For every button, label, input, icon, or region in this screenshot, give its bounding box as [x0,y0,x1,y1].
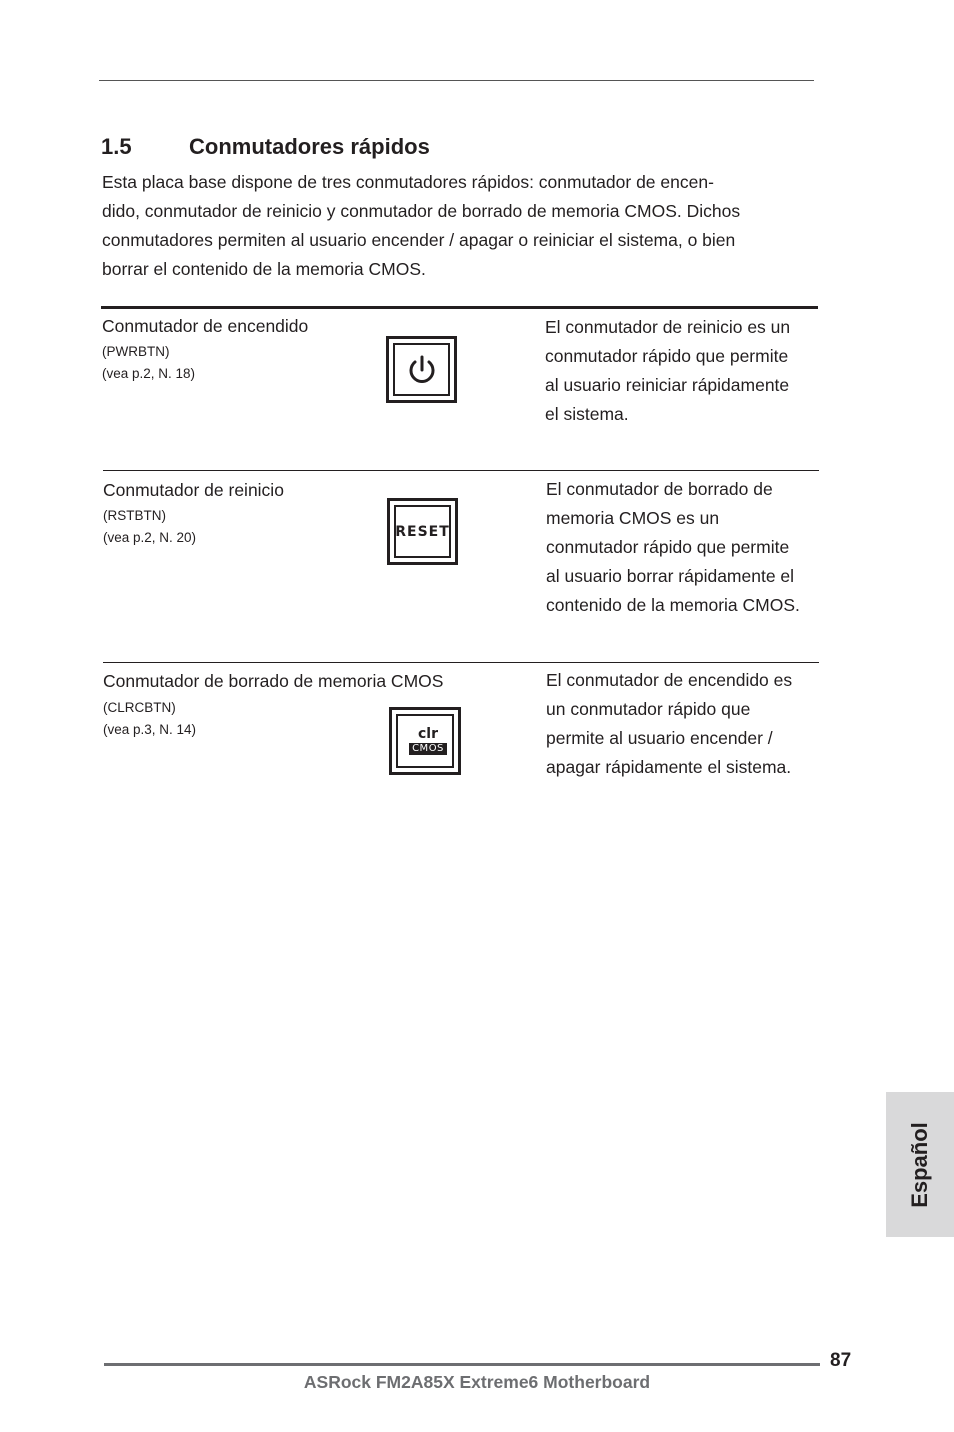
page-number: 87 [830,1350,852,1371]
section-number: 1.5 [101,134,132,159]
intro-line: conmutadores permiten al usuario encender / apagar o reiniciar el sistema, o bien [102,230,736,250]
desc-line: permite al usuario encender / [546,728,773,748]
switch-ref: (vea p.3, N. 14) [103,722,197,737]
clr-cmos-icon [389,707,461,775]
switch-code-block [103,505,196,549]
switch-ref: (vea p.2, N. 18) [102,366,196,381]
desc-line: El conmutador de borrado de [546,479,773,499]
desc-line: memoria CMOS es un [546,508,720,528]
clr-icon-label: clr [417,726,438,742]
footer-title: ASRock FM2A85X Extreme6 Motherboard [303,1372,651,1392]
reset-icon-frame [394,505,451,558]
section-rule [103,662,819,663]
switch-code: (RSTBTN) [103,508,166,523]
intro-line: dido, conmutador de reinicio y conmutador de borrado de memoria CMOS. Dichos [102,201,741,221]
switch-code: (CLRCBTN) [103,700,176,715]
switch-code-block [102,341,195,385]
footer-rule [104,1363,820,1366]
reset-icon-label: RESET [395,523,450,540]
language-tab-label: Español [907,1121,933,1208]
switch-description [546,666,836,782]
section-heading [101,134,430,160]
switch-description [546,475,846,620]
switch-ref: (vea p.2, N. 20) [103,530,197,545]
power-icon [386,336,457,403]
power-symbol-icon [405,353,439,387]
intro-paragraph [102,168,802,284]
switch-name: Conmutador de reinicio [103,480,284,500]
desc-line: El conmutador de encendido es [546,670,793,690]
section-title: Conmutadores rápidos [189,134,430,159]
clr-cmos-icon-frame [396,714,454,768]
intro-line: Esta placa base dispone de tres conmutadores rápidos: conmutador de encen- [102,172,714,192]
intro-line: borrar el contenido de la memoria CMOS. [102,259,426,279]
switch-code-block [103,697,196,741]
desc-line: al usuario reiniciar rápidamente [545,375,790,395]
reset-icon [387,498,458,565]
desc-line: al usuario borrar rápidamente el [546,566,795,586]
cmos-icon-label: CMOS [409,743,447,755]
language-tab-label-wrap [886,1092,954,1237]
desc-line: conmutador rápido que permite [545,346,789,366]
desc-line: El conmutador de reinicio es un [545,317,791,337]
desc-line: el sistema. [545,404,629,424]
top-rule [99,80,814,81]
section-rule [101,306,818,309]
desc-line: un conmutador rápido que [546,699,751,719]
desc-line: contenido de la memoria CMOS. [546,595,800,615]
switch-name: Conmutador de borrado de memoria CMOS [103,671,444,691]
desc-line: conmutador rápido que permite [546,537,790,557]
switch-description [545,313,835,429]
switch-code: (PWRBTN) [102,344,170,359]
section-rule [103,470,819,471]
switch-name: Conmutador de encendido [102,316,309,336]
desc-line: apagar rápidamente el sistema. [546,757,792,777]
power-icon-frame [393,343,450,396]
